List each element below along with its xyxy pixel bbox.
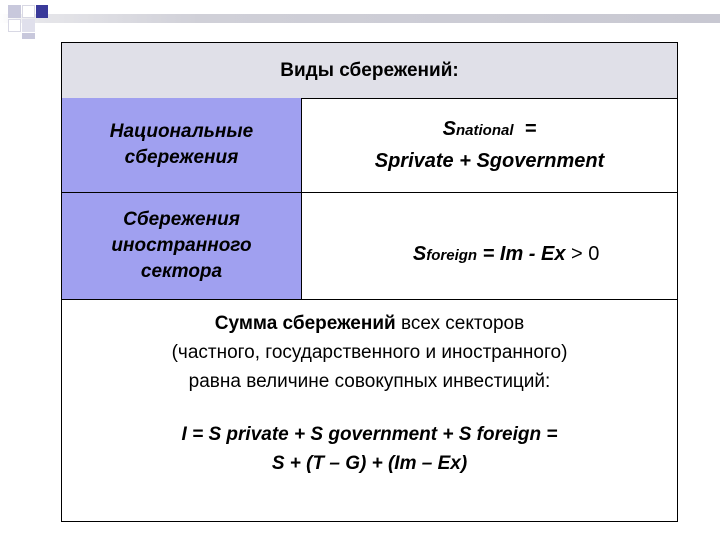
- national-savings-formula-cell: [301, 98, 677, 193]
- summary-line2: (частного, государственного и иностранного): [171, 342, 568, 363]
- national-savings-formula: [375, 114, 605, 176]
- summary-line1: [62, 309, 677, 338]
- summary-line3: равна величине совокупных инвестиций:: [188, 371, 551, 392]
- formula-symbol: S: [442, 118, 456, 140]
- foreign-savings-label: Сбережения иностранного сектора: [111, 209, 252, 282]
- summary-text: [62, 309, 677, 396]
- savings-table: [61, 42, 678, 522]
- national-savings-label-cell: [62, 98, 301, 193]
- formula-tail: > 0: [571, 243, 600, 265]
- formula-symbol: S: [412, 243, 427, 265]
- national-formula-line2: Sprivate + Sgovernment: [374, 150, 605, 172]
- table-title: Виды сбережений:: [280, 59, 459, 81]
- investment-formula-line1: I = S private + S government + S foreign =: [181, 424, 558, 445]
- summary-rest: всех секторов: [395, 313, 525, 334]
- formula-middle: = Im - Ex: [477, 243, 572, 265]
- decorative-square: [22, 5, 35, 18]
- investment-formula: [62, 420, 677, 478]
- decorative-square: [22, 19, 35, 32]
- decorative-square: [22, 33, 35, 39]
- decorative-square-accent: [36, 5, 48, 18]
- investment-formula-line2: S + (T – G) + (Im – Ex): [271, 453, 468, 474]
- decorative-square: [8, 19, 21, 32]
- national-formula-line1: [375, 114, 605, 146]
- foreign-savings-formula: [380, 209, 600, 301]
- table-header: [62, 43, 677, 99]
- decorative-square: [8, 5, 21, 18]
- national-savings-label: Национальные сбережения: [109, 121, 254, 168]
- foreign-savings-label-cell: [62, 193, 301, 300]
- formula-subscript: national: [456, 122, 514, 139]
- formula-equals: =: [524, 118, 537, 140]
- top-decorative-bar: [0, 14, 720, 23]
- summary-cell: [62, 300, 677, 521]
- summary-bold-lead: Сумма сбережений: [214, 313, 396, 334]
- formula-subscript: foreign: [426, 247, 478, 264]
- foreign-savings-formula-cell: [301, 193, 677, 300]
